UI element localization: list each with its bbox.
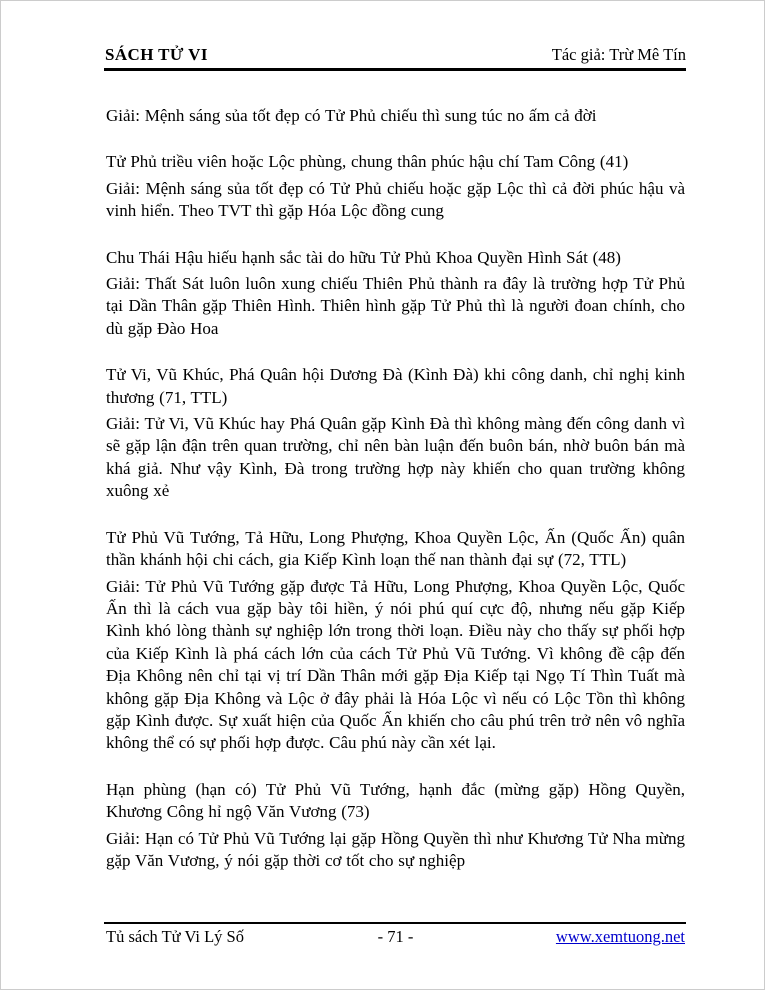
footer-page-number: - 71 - (377, 927, 414, 946)
quote-paragraph: Hạn phùng (hạn có) Tử Phủ Vũ Tướng, hạnh đắc (mừng gặp) Hồng Quyền, Khương Công hỉ ngộ Văn Vương (73) (106, 779, 685, 822)
quote-paragraph: Chu Thái Hậu hiếu hạnh sắc tài do hữu Tử Phủ Khoa Quyền Hình Sát (48) (106, 247, 621, 267)
entry-5 (106, 527, 685, 755)
entry-4 (106, 364, 685, 502)
quote-paragraph: Tử Phủ triều viên hoặc Lộc phùng, chung thân phúc hậu chí Tam Công (41) (106, 152, 629, 172)
page-header (105, 45, 686, 65)
entry-2 (106, 151, 685, 222)
explanation-paragraph: Giải: Tử Phủ Vũ Tướng gặp được Tả Hữu, Long Phượng, Khoa Quyền Lộc, Quốc Ấn thì là cách vua gặp bày tôi hiền, ý nói phú quí cực độ, nhưng nếu gặp Kiếp Kình khó lòng thành sự nghiệp lớn trong thời loạn. Điều này cho thấy sự phối hợp của Kiếp Kình là phá cách lớn của cách Tử Phủ Vũ Tướng. Vì không đề cập đến Địa Không nên chỉ tại vị trí Dần Thân mới gặp Địa Kiếp tại Ngọ Tí Thìn Tuất mà không gặp Địa Không và Lộc ở đây phải là Hóa Lộc vì nếu có Lộc Tồn thì không gặp Kình được. Sự xuất hiện của Quốc Ấn khiến cho câu phú trên trở nên vô nghĩa không thể có sự phối hợp được. Câu phú này cần xét lại. (106, 576, 685, 753)
explanation-paragraph: Giải: Thất Sát luôn luôn xung chiếu Thiên Phủ thành ra đây là trường hợp Tử Phủ tại Dần Thân gặp Thiên Hình. Thiên hình gặp Tử Phủ thì là người đoan chính, cho dù gặp Đào Hoa (106, 274, 685, 338)
page-body (106, 101, 685, 872)
footer-series-title: Tủ sách Tử Vi Lý Số (106, 927, 244, 946)
explanation-paragraph: Giải: Hạn có Tử Phủ Vũ Tướng lại gặp Hồng Quyền thì như Khương Tử Nha mừng gặp Văn Vương, ý nói gặp thời cơ tốt cho sự nghiệp (106, 828, 685, 870)
explanation-paragraph: Giải: Mệnh sáng sủa tốt đẹp có Tử Phủ chiếu hoặc gặp Lộc thì cả đời phúc hậu và vinh hiển. Theo TVT thì gặp Hóa Lộc đồng cung (106, 178, 685, 221)
quote-paragraph: Tử Phủ Vũ Tướng, Tả Hữu, Long Phượng, Khoa Quyền Lộc, Ấn (Quốc Ấn) quân thần khánh hội chi cách, gia Kiếp Kình loạn thế nan thành đại sự (72, TTL) (106, 527, 685, 570)
explanation-paragraph: Giải: Mệnh sáng sủa tốt đẹp có Tử Phủ chiếu thì sung túc no ấm cả đời (106, 106, 597, 125)
header-author: Tác giả: Trừ Mê Tín (551, 45, 686, 64)
explanation-paragraph: Giải: Tử Vi, Vũ Khúc hay Phá Quân gặp Kình Đà thì không màng đến công danh vì sẽ gặp lận đận trên quan trường, chỉ nên bàn luận đến buôn bán, nhờ buôn bán mà khá giả. Như vậy Kình, Đà trong trường hợp này khiến cho quan trường không xuông xẻ (106, 414, 685, 501)
entry-1 (106, 105, 685, 127)
entry-6 (106, 779, 685, 873)
page-footer (106, 927, 685, 947)
header-book-title: SÁCH TỬ VI (105, 45, 208, 64)
footer-website-link[interactable]: www.xemtuong.net (555, 927, 685, 946)
quote-paragraph: Tử Vi, Vũ Khúc, Phá Quân hội Dương Đà (Kình Đà) khi công danh, chỉ nghị kinh thương (71, TTL) (106, 365, 685, 407)
footer-rule (104, 922, 686, 924)
entry-3 (106, 247, 685, 341)
header-rule (104, 68, 686, 71)
